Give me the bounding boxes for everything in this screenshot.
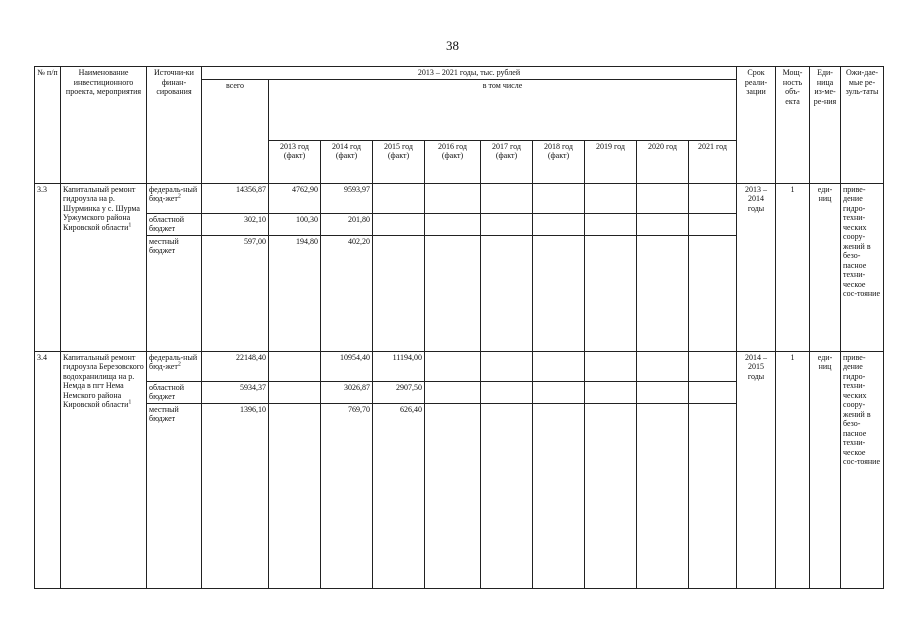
value-2018 (533, 381, 585, 403)
header-year-2018: 2018 год (факт) (533, 140, 585, 183)
value-2016 (425, 351, 481, 381)
value-total: 302,10 (202, 213, 269, 235)
value-total: 22148,40 (202, 351, 269, 381)
header-row-1 (35, 67, 884, 80)
value-2021 (689, 351, 737, 381)
value-2015 (373, 235, 425, 351)
value-2013: 194,80 (269, 235, 321, 351)
value-2020 (637, 183, 689, 213)
value-2013: 100,30 (269, 213, 321, 235)
project-name-text: Капитальный ремонт гидроузла Березовского водохранилища на р. Немда в пгт Нема Немского района Кировской области (63, 352, 144, 409)
unit-value: еди-ниц (810, 351, 841, 588)
header-year-2016: 2016 год (факт) (425, 140, 481, 183)
page-number: 38 (446, 38, 459, 53)
header-period: 2013 – 2021 годы, тыс. рублей (202, 67, 737, 80)
funding-source-label: федераль-ный бюд-жет (149, 184, 198, 203)
value-2014: 10954,40 (321, 351, 373, 381)
value-2020 (637, 235, 689, 351)
value-2017 (481, 213, 533, 235)
header-expected-result: Ожи-дае-мые ре-зуль-таты (841, 67, 884, 184)
header-year-2014: 2014 год (факт) (321, 140, 373, 183)
value-2015: 11194,00 (373, 351, 425, 381)
value-2019 (585, 403, 637, 588)
capacity-value: 1 (776, 351, 810, 588)
value-2021 (689, 381, 737, 403)
value-2018 (533, 183, 585, 213)
value-total: 5934,37 (202, 381, 269, 403)
value-2020 (637, 381, 689, 403)
header-including: в том числе (269, 79, 737, 140)
expected-result: приве-дение гидро-техни-ческих соору-жений в безо-пасное техни-ческое сос-тояние (841, 351, 884, 588)
header-year-2017: 2017 год (факт) (481, 140, 533, 183)
funding-source: местный бюджет (147, 403, 202, 588)
value-2018 (533, 213, 585, 235)
value-2017 (481, 381, 533, 403)
value-2020 (637, 403, 689, 588)
footnote-mark: 1 (128, 221, 132, 228)
value-2015 (373, 213, 425, 235)
funding-source: областной бюджет (147, 381, 202, 403)
value-2016 (425, 235, 481, 351)
value-total: 597,00 (202, 235, 269, 351)
expected-result: приве-дение гидро-техни-ческих соору-жений в безо-пасное техни-ческое сос-тояние (841, 183, 884, 351)
value-2015: 2907,50 (373, 381, 425, 403)
value-2019 (585, 213, 637, 235)
header-year-2015: 2015 год (факт) (373, 140, 425, 183)
implementation-term: 2014 – 2015 годы (737, 351, 776, 588)
value-2015: 626,40 (373, 403, 425, 588)
value-2017 (481, 351, 533, 381)
value-2018 (533, 403, 585, 588)
funding-source: областной бюджет (147, 213, 202, 235)
value-2017 (481, 403, 533, 588)
value-2021 (689, 403, 737, 588)
funding-source (147, 351, 202, 381)
value-2019 (585, 183, 637, 213)
value-total: 1396,10 (202, 403, 269, 588)
header-capacity: Мощ-ность объ-екта (776, 67, 810, 184)
value-2013 (269, 351, 321, 381)
funding-source-label: федераль-ный бюд-жет (149, 352, 198, 371)
value-2021 (689, 213, 737, 235)
value-2020 (637, 213, 689, 235)
value-2015 (373, 183, 425, 213)
value-2014: 402,20 (321, 235, 373, 351)
project-name-text: Капитальный ремонт гидроузла на р. Шурминка у с. Шурма Уржумского района Кировской области (63, 184, 140, 232)
header-unit: Еди-ница из-ме-ре-ния (810, 67, 841, 184)
table-row (35, 183, 884, 213)
value-2018 (533, 351, 585, 381)
value-total: 14356,87 (202, 183, 269, 213)
value-2014: 769,70 (321, 403, 373, 588)
value-2014: 3026,87 (321, 381, 373, 403)
value-2017 (481, 235, 533, 351)
implementation-term: 2013 – 2014 годы (737, 183, 776, 351)
value-2013 (269, 381, 321, 403)
value-2018 (533, 235, 585, 351)
capacity-value: 1 (776, 183, 810, 351)
table-row (35, 351, 884, 381)
value-2016 (425, 381, 481, 403)
header-term: Срок реали-зации (737, 67, 776, 184)
funding-source: местный бюджет (147, 235, 202, 351)
value-2020 (637, 351, 689, 381)
row-number: 3.3 (35, 183, 61, 351)
value-2019 (585, 235, 637, 351)
row-number: 3.4 (35, 351, 61, 588)
footnote-mark: 2 (177, 361, 181, 368)
value-2016 (425, 213, 481, 235)
value-2017 (481, 183, 533, 213)
header-year-2013: 2013 год (факт) (269, 140, 321, 183)
header-funding-source: Источни-ки финан-сирования (147, 67, 202, 184)
unit-value: еди-ниц (810, 183, 841, 351)
project-name (61, 351, 147, 588)
funding-source (147, 183, 202, 213)
value-2014: 9593,97 (321, 183, 373, 213)
value-2013 (269, 403, 321, 588)
header-project-name: Наименование инвестиционного проекта, мероприятия (61, 67, 147, 184)
header-total: всего (202, 79, 269, 183)
project-name (61, 183, 147, 351)
value-2016 (425, 403, 481, 588)
footnote-mark: 1 (128, 399, 132, 406)
value-2016 (425, 183, 481, 213)
value-2021 (689, 235, 737, 351)
footnote-mark: 2 (177, 193, 181, 200)
header-year-2021: 2021 год (689, 140, 737, 183)
header-year-2019: 2019 год (585, 140, 637, 183)
header-year-2020: 2020 год (637, 140, 689, 183)
header-no: № п/п (35, 67, 61, 184)
investment-table (34, 66, 884, 589)
value-2014: 201,80 (321, 213, 373, 235)
value-2021 (689, 183, 737, 213)
value-2019 (585, 381, 637, 403)
value-2019 (585, 351, 637, 381)
value-2013: 4762,90 (269, 183, 321, 213)
